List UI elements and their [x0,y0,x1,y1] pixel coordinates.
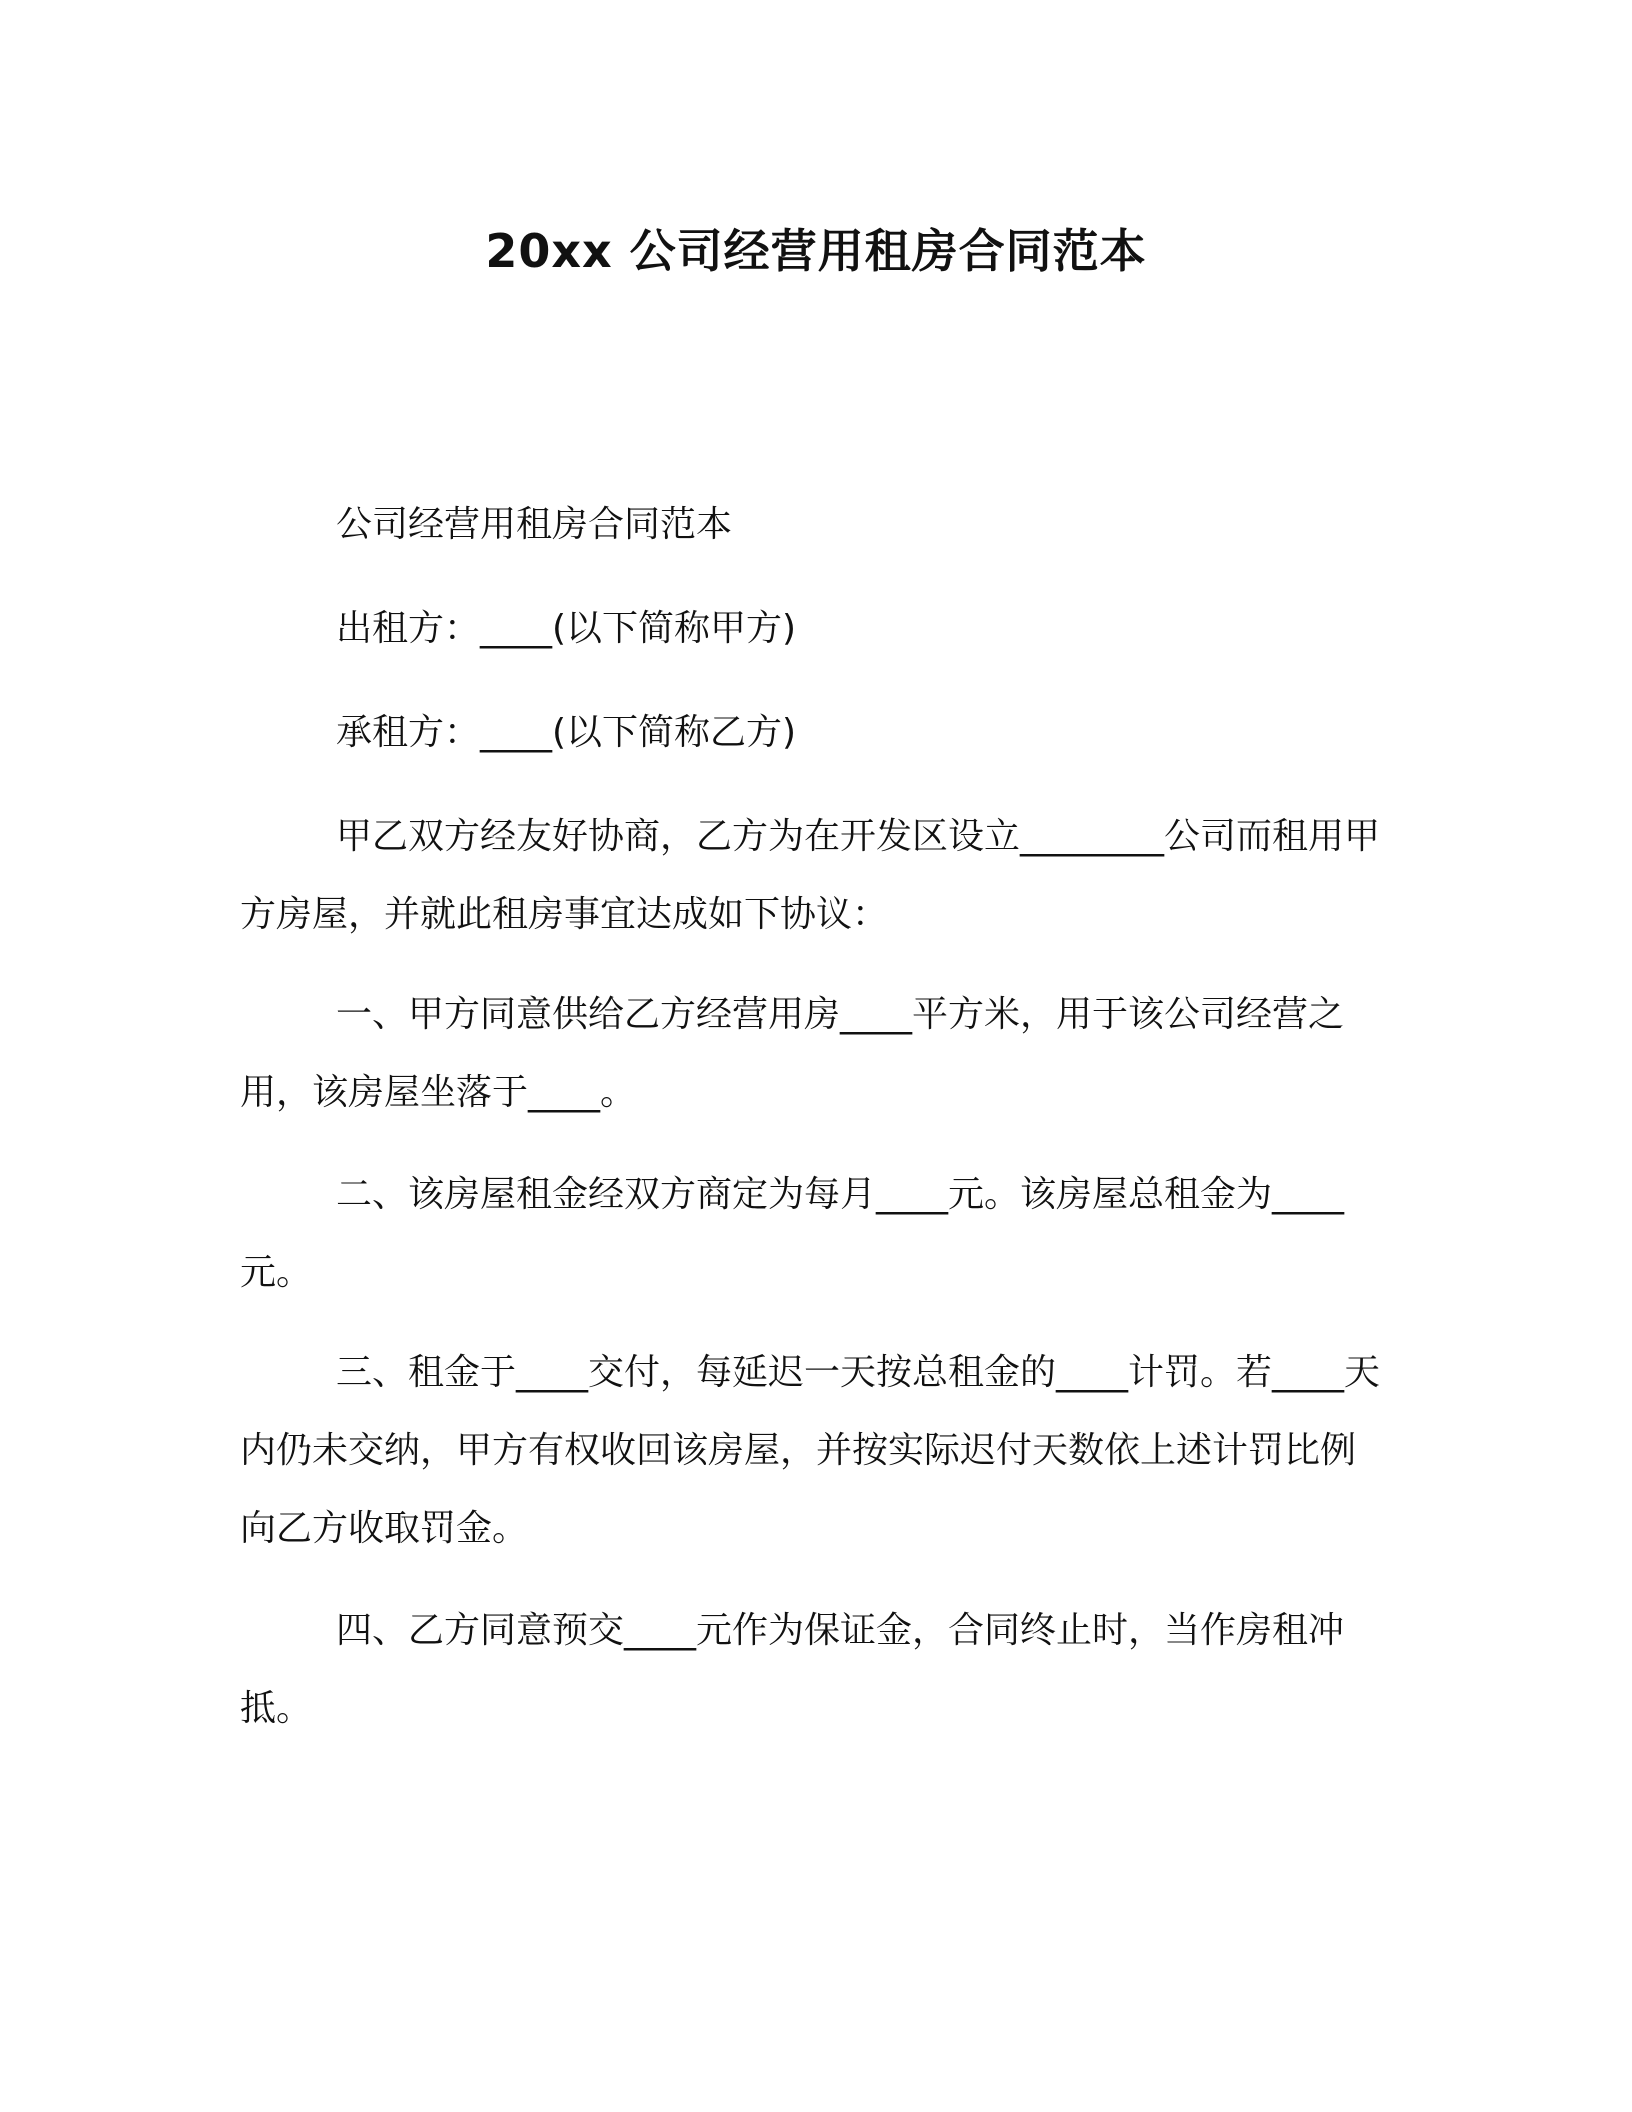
paragraph-intro: 甲乙双方经友好协商，乙方为在开发区设立________公司而租用甲方房屋，并就此租房事宜达成如下协议： [240,816,1381,935]
clause-4: 四、乙方同意预交____元作为保证金，合同终止时，当作房租冲抵。 [240,1610,1345,1729]
paragraph-lessee: 承租方：____(以下简称乙方) [336,712,797,753]
clause-1: 一、甲方同意供给乙方经营用房____平方米，用于该公司经营之用，该房屋坐落于____。 [240,994,1345,1113]
document-title: 20xx 公司经营用租房合同范本 [485,224,1147,278]
paragraph-lessor: 出租方：____(以下简称甲方) [336,608,797,649]
clause-2: 二、该房屋租金经双方商定为每月____元。该房屋总租金为____元。 [240,1174,1345,1293]
clause-3: 三、租金于____交付，每延迟一天按总租金的____计罚。若____天内仍未交纳，甲方有权收回该房屋，并按实际迟付天数依上述计罚比例向乙方收取罚金。 [240,1352,1381,1549]
paragraph-subtitle: 公司经营用租房合同范本 [336,504,733,545]
